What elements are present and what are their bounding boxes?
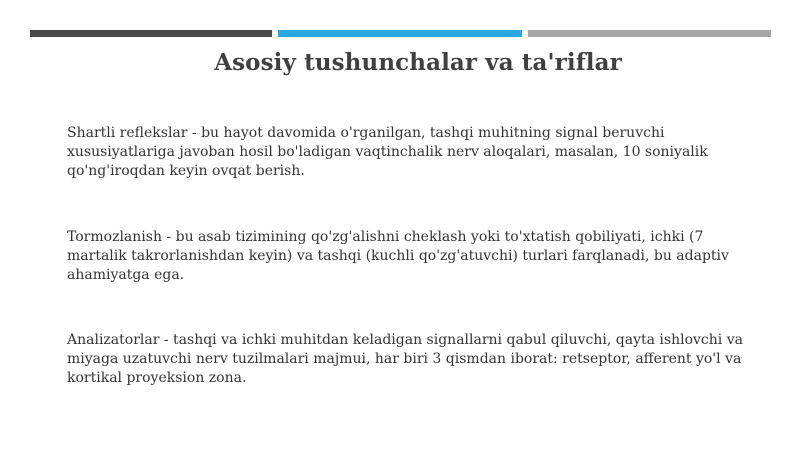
- accent-bar-blue: [278, 30, 522, 37]
- slide-title: Asosiy tushunchalar va ta'riflar: [214, 49, 622, 76]
- accent-bar-dark: [30, 30, 272, 37]
- paragraph-analyzers: Analizatorlar - tashqi va ichki muhitdan keladigan signallarni qabul qiluvchi, qayta ishlovchi va miyaga uzatuvchi nerv tuzilmalari majmui, har biri 3 qismdan iborat: retseptor, afferent yo'l va kortikal proyeksion zona.: [67, 332, 743, 386]
- accent-bar-gray: [528, 30, 771, 37]
- header-accent-bars: [30, 30, 771, 37]
- paragraph-inhibition: Tormozlanish - bu asab tizimining qo'zg'alishni cheklash yoki to'xtatish qobiliyati, ichki (7 martalik takrorlanishdan keyin) va tashqi (kuchli qo'zg'atuvchi) turlari farqlanadi, bu adaptiv ahamiyatga ega.: [67, 229, 729, 283]
- paragraph-conditioned-reflexes: Shartli reflekslar - bu hayot davomida o'rganilgan, tashqi muhitning signal beruvchi xususiyatlariga javoban hosil bo'ladigan vaqtinchalik nerv aloqalari, masalan, 10 soniyalik qo'ng'iroqdan keyin ovqat berish.: [67, 125, 708, 179]
